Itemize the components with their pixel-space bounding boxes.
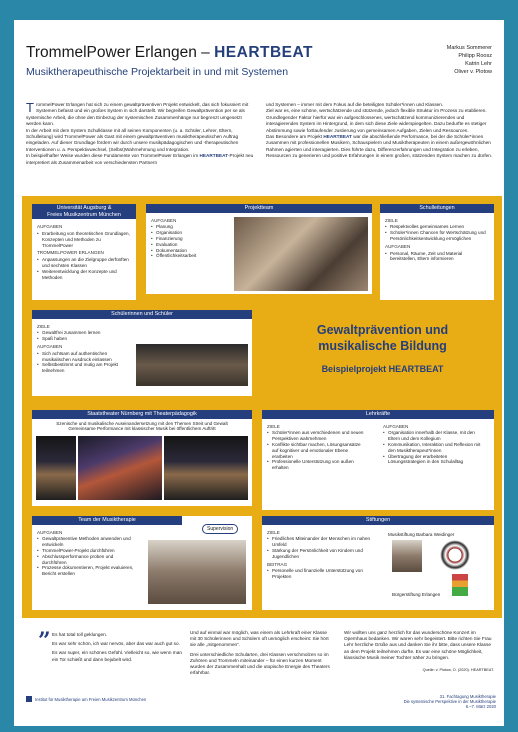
box-body (32, 419, 252, 435)
title-main: TrommelPower Erlangen – (26, 44, 215, 61)
bullet-list (267, 568, 375, 580)
bullet-list (37, 257, 131, 280)
section-label: AUFGABEN (37, 529, 63, 535)
footer-institute-label: Institut für Musiktherapie am Freien Musikzentrum München (35, 696, 147, 702)
quote-text: Es war super, ein schönes Gefühl. Vielleicht so, wie wenn man ein Tor schießt und dann bejubelt wird. (52, 650, 182, 662)
list-item: • Erarbeitung von theoretischen Grundlagen, Konzepten und Methoden zu TrommelPower (37, 231, 131, 248)
intro-paragraph (26, 153, 254, 166)
list-item: • TrommelPower-Projekt durchführen (37, 548, 137, 554)
list-item: • Selbstbestimmt und mutig am Projekt teilnehmen (37, 362, 127, 374)
intro-paragraph: Ziel war es, eine schöne, wertschätzende und stützende, jedoch flexible Struktur im Prozess zu etablieren. Grundlegender Faktor hierfür war ein aufgeschlossenes, wertschätzend kommunizierendes und interagierendes System im Hintergrund, in dem sich diese Ziele widerspiegelten. Dazu bedurfte es stetiger Abstimmung sowie fortlaufender Justierung von gemeinsamen Aufgaben, Zielen und Ressourcen. (266, 108, 487, 133)
sponsor-label: Bürgerstiftung Erlangen (392, 592, 441, 597)
list-item: • Spaß haben (37, 336, 127, 342)
list-item: • Personal, Räume, Zeit und Material bereitstellen, Eltern informieren (385, 251, 489, 263)
box-title (32, 204, 136, 219)
foundation-seal-logo (440, 540, 470, 570)
quote-text: Drei unterschiedliche Schularten, drei Klassen verschmolzen so im Zuhören und Trommeln miteinander – für einen kurzen Moment wurden der Zusammenhalt und die utopische Energie des Theaters erfahrbar. (190, 651, 330, 676)
footer-event-line: 31. Fachtagung Musiktherapie (439, 694, 496, 699)
center-heading (280, 322, 485, 374)
list-item: • Stärkung der Persönlichkeit von Kindern und Jugendlichen (267, 548, 375, 560)
bullet-list (267, 536, 375, 559)
quotes-section (26, 626, 496, 696)
intro-paragraph: und Systemen – immer mit dem Fokus auf die beteiligten Schüler*innen und Klassen. (266, 102, 444, 107)
intro-paragraph (26, 102, 254, 128)
students-group-photo (136, 344, 248, 386)
box-stiftungen (262, 516, 494, 610)
author: Philipp Roosz (458, 53, 492, 59)
list-item: • Dokumentation (151, 248, 221, 254)
list-item: • Weiterentwicklung der Konzepte und Methoden (37, 269, 131, 281)
footer-event-line: 6.–7. März 2020 (465, 704, 496, 709)
poster-footer (26, 694, 496, 724)
bullet-list (37, 351, 127, 374)
intro-paragraph-text: In beispielhafter Weise wurden diese Fundamente von TrommelPower Erlangen im (26, 153, 200, 159)
box-column (378, 419, 488, 474)
list-item: • Respektvolles gemeinsames Lernen (385, 224, 489, 230)
list-item: • Organisation (151, 230, 221, 236)
bullet-list (383, 430, 483, 465)
list-item: • Schüler*innen aus verschiedenen und neuen Perspektiven wahrnehmen (267, 430, 367, 442)
quote-mark-icon: ” (38, 628, 51, 654)
box-body (262, 419, 494, 474)
section-label: ZIELE (385, 217, 398, 223)
team-meeting-photo (234, 217, 368, 291)
box-title: Projektteam (146, 204, 372, 213)
list-item: • Konflikte sichtbar machen, Lösungsansätze auf kognitiver und emotionaler Ebene erarbeiten (267, 442, 367, 459)
box-column (262, 419, 372, 474)
box-body (146, 213, 226, 263)
center-heading-line: musikalische Bildung (318, 339, 447, 353)
teacher-quote (190, 630, 330, 676)
box-text-line: Gemeinsame Performance mit klassischer Musik bei öffentlichem Auftritt (68, 426, 216, 432)
quote-text: Wir wollten uns ganz herzlich für das wunderschöne Konzert im Opernhaus bedanken. Wir waren sehr begeistert. Bitte richten Sie Frau Lehr herzliche Grüße aus und danken Sie ihr bitte, dass unsere Klasse an dem Projekt teilnehmen durfte. Es war eine schöne Möglichkeit, klassische Musik meiner Tochter näher zu bringen. (344, 630, 492, 660)
heartbeat-highlight: HEARTBEAT (323, 134, 352, 140)
intro-paragraph-text: Das Besondere am Projekt (266, 134, 324, 140)
intro-column-right (266, 102, 494, 192)
bullet-list (37, 330, 127, 342)
section-label: AUFGABEN (385, 243, 411, 249)
section-label: ZIELE (37, 323, 50, 329)
box-text-line: Szenische und musikalische Auseinandersetzung mit den Themen Streit und Gewalt (56, 420, 228, 426)
box-schueler (32, 310, 252, 396)
box-staatstheater (32, 410, 252, 506)
list-item: • Öffentlichkeitsarbeit (151, 253, 221, 259)
institute-logo-icon (26, 696, 32, 702)
section-label: BEITRAG (267, 561, 288, 567)
box-title-line: Freies Musikzentrum München (47, 211, 121, 218)
center-subheading: Beispielprojekt HEARTBEAT (321, 364, 444, 374)
section-label: TROMMELPOWER ERLANGEN (37, 250, 104, 256)
list-item: • Organisation innerhalb der Klasse, mit den Eltern und dem Kollegium (383, 430, 483, 442)
list-item: • Prozesse dokumentieren, Projekt evaluieren, Bericht erstellen (37, 565, 137, 577)
author: Katrin Lehr (465, 61, 492, 67)
bullet-list (385, 251, 489, 263)
sponsor-portrait-photo (392, 540, 422, 572)
box-body (262, 525, 380, 583)
intro-text (26, 102, 494, 192)
list-item: • Sich achtsam auf authentischen musikalischen Ausdruck einlassen (37, 351, 127, 363)
box-title: Schulleitungen (380, 204, 494, 213)
buergerstiftung-logo (452, 574, 468, 596)
author: Oliver v. Plotow (454, 69, 492, 75)
box-title-line: Universität Augsburg & (56, 205, 112, 211)
bullet-list (37, 536, 137, 577)
heartbeat-highlight: HEARTBEAT (199, 153, 228, 159)
box-title: Stiftungen (262, 516, 494, 525)
box-title: Team der Musiktherapie (32, 516, 182, 525)
section-label: ZIELE (267, 423, 280, 429)
bullet-list (267, 430, 367, 471)
title-accent: HEARTBEAT (214, 44, 314, 61)
list-item: • Professionelle Unterstützung von außen erhalten (267, 459, 367, 471)
box-body (32, 219, 136, 283)
box-body (32, 525, 142, 580)
parent-quote (344, 630, 494, 673)
author-list (447, 44, 492, 76)
bullet-list (37, 231, 131, 248)
quote-source: Quelle: v. Plotow, O. (2020). HEARTBEAT. (422, 668, 494, 673)
section-label: AUFGABEN (383, 423, 409, 429)
footer-event-line: Die systemische Perspektive in der Musiktherapie (403, 699, 496, 704)
intro-paragraph-text: -Projekt neu interpretiert als Zusammenarbeit von verschiedensten Partnern (26, 153, 254, 165)
intro-column-left (26, 102, 254, 192)
intro-paragraph-text: rommelPower Erlangen hat sich zu einem gewaltpräventiven Projekt entwickelt, das sich fokussiert mit Systemen befasst und ein großes System in sich darstellt. Wir begreifen Gewaltprävention per se als systemische Arbeit, die ohne den Einbezug der systemischen Zusammenhänge nur begrenzt umgesetzt werden kann. (26, 102, 249, 127)
center-heading-line: Gewaltprävention und (316, 323, 449, 337)
box-universitaet (32, 204, 136, 300)
list-item: • Finanzierung (151, 236, 221, 242)
sponsor-label: Musikstiftung Barbara Weidinger (388, 532, 455, 537)
poster-title (26, 44, 313, 62)
theater-performance-photo (36, 436, 76, 500)
quote-text: Es war sehr schön, ich war nervös, aber das war auch gut so. (52, 641, 180, 647)
box-projektteam (146, 204, 372, 294)
bullet-list (151, 224, 221, 259)
section-label: ZIELE (267, 529, 280, 535)
section-label: AUFGABEN (37, 343, 63, 349)
footer-event (404, 694, 496, 709)
intro-paragraph-text: war die abschließende Performance, bei der die Schüler*innen zusammen mit professionellen Musikern, Schauspielern und Musiktherapeuten in einem außergewöhnlichen Rahmen agierten und interagierten. Dies führte dazu, Differenzerfahrungen und Integration zu erleben, Ressourcen zu generieren und positive Erfahrungen in einem großen, stützenden System machen zu dürfen. (266, 134, 493, 159)
list-item: • Gewaltpräventive Methoden anwenden und entwickeln (37, 536, 137, 548)
list-item: • Friedliches Miteinander der Menschen im nahen Umfeld (267, 536, 375, 548)
box-body (380, 213, 494, 266)
intro-paragraph (266, 134, 494, 160)
author: Markus Sommerer (446, 45, 492, 51)
list-item: • Schüler*innen Chancen für Wertschätzung und Persönlichkeitsentwicklung ermöglichen (385, 230, 489, 242)
intro-paragraph: In der Arbeit mit dem System Schulklasse mit all seinen Komponenten (u. a. Schüler, Lehrer, Eltern, Schulleitung) wird TrommelPower als Gast mit einem gewaltpräventiven musiktherapeutischen Auftrag eingeladen. Auf dieser Grundlage fördern wir durch unsere musikpädagogischen und -therapeutischen Interventionen u. a. Perspektivwechsel, (Selbst)Wahrnehmung und Integration. (26, 127, 239, 152)
quote-text: Und auf einmal war möglich, was einem als Lehrkraft einer Klasse mit 30 Schülerinnen und Schülern oft unmöglich erscheint: Sie hört sie alle „mitgenommen“. (190, 630, 329, 648)
poster-subtitle: Musiktherapeuthische Projektarbeit in und mit Systemen (26, 66, 289, 78)
therapy-team-photo (148, 540, 246, 604)
student-quotes (36, 632, 182, 663)
box-body (32, 319, 132, 377)
list-item: • Evaluation (151, 242, 221, 248)
box-title: Schülerinnen und Schüler (32, 310, 252, 319)
list-item: • Anpassungen an die Zielgruppe derfünften und sechsten Klassen (37, 257, 131, 269)
bullet-list (385, 224, 489, 241)
list-item: • Personelle und finanzielle Unterstützung von Projekten (267, 568, 375, 580)
section-label: AUFGABEN (151, 217, 177, 223)
footer-institute (26, 696, 146, 702)
theater-audience-photo (164, 436, 248, 500)
supervision-tag: Supervision (202, 524, 238, 534)
list-item: • Kommunikation, Interaktion und Reflexion mit den Musiktherapeut*innen (383, 442, 483, 454)
quote-text: Es hat total toll geklungen. (52, 632, 107, 637)
poster-header (26, 44, 496, 90)
theater-stage-photo (78, 436, 162, 500)
box-title: Staatstheater Nürnberg mit Theaterpädagogik (32, 410, 252, 419)
list-item: • Gewaltfrei zusammen lernen (37, 330, 127, 336)
list-item: • Abschlussperformance proben und durchführen (37, 554, 137, 566)
section-label: AUFGABEN (37, 224, 63, 230)
list-item: • Übertragung der erarbeiteten Lösungsstrategien in den Schulalltag (383, 454, 483, 466)
list-item: • Planung (151, 224, 221, 230)
box-lehrkraefte (262, 410, 494, 510)
box-schulleitungen (380, 204, 494, 300)
box-title: Lehrkräfte (262, 410, 494, 419)
drop-cap: T (26, 102, 34, 115)
